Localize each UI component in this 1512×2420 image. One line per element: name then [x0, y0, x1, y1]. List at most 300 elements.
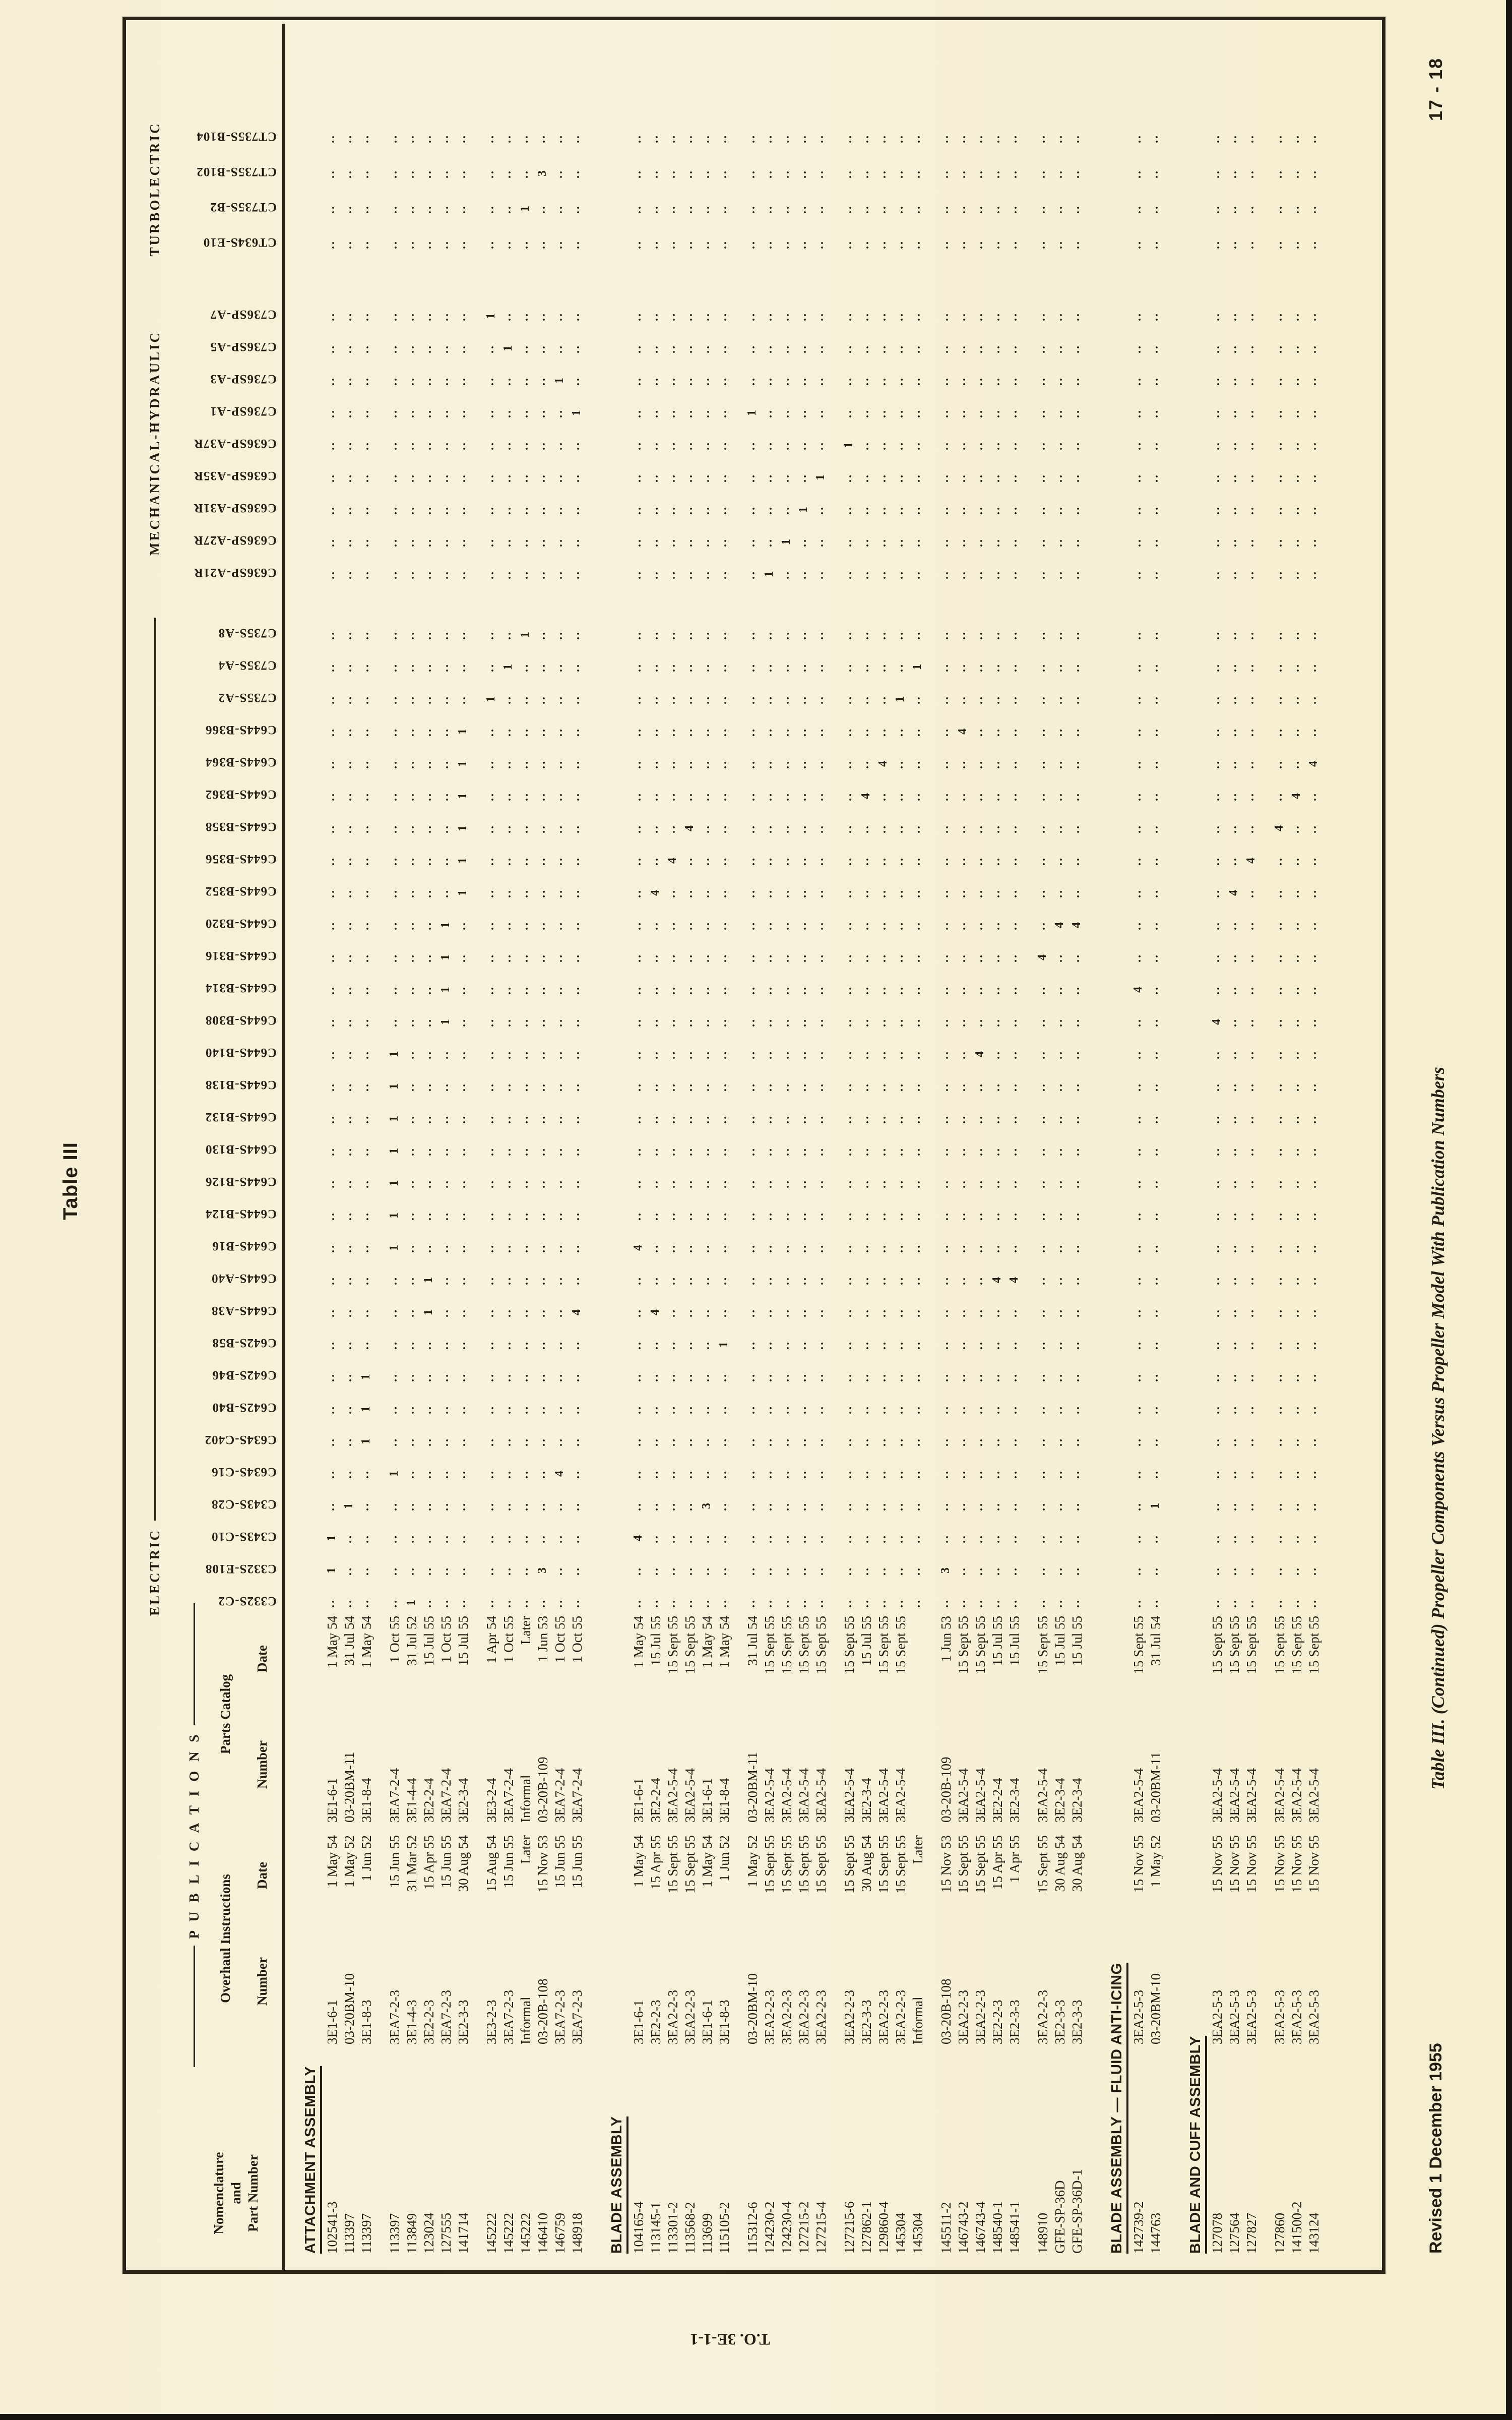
matrix-cell-empty: ..	[500, 1115, 514, 1124]
matrix-cell-empty: ..	[1243, 538, 1256, 547]
matrix-cell-empty: ..	[1035, 538, 1048, 547]
matrix-cell-empty: ..	[972, 134, 985, 143]
matrix-cell-empty: ..	[1209, 506, 1222, 515]
matrix-cell-empty: ..	[1130, 1179, 1144, 1188]
matrix-cell-empty: ..	[1148, 1405, 1161, 1414]
matrix-cell-empty: ..	[1148, 1147, 1161, 1156]
row-part-number: 145304	[893, 2213, 908, 2254]
matrix-cell-empty: ..	[358, 134, 371, 143]
row-overhaul-date: 15 Sept 55	[876, 1835, 891, 1894]
matrix-cell-empty: ..	[1272, 1373, 1285, 1382]
matrix-cell-empty: ..	[779, 1276, 792, 1285]
matrix-cell-empty: ..	[841, 538, 854, 547]
matrix-cell-empty: ..	[358, 169, 371, 178]
table-caption: Table III. (Continued) Propeller Components Versus Propeller Model With Publication Numbers	[1428, 1067, 1448, 1790]
matrix-cell-empty: ..	[1006, 1050, 1020, 1059]
row-overhaul-number: Informal	[518, 1996, 533, 2044]
matrix-cell-empty: ..	[1148, 1179, 1161, 1188]
matrix-cell-empty: ..	[387, 824, 400, 833]
matrix-cell-empty: ..	[716, 134, 729, 143]
row-parts-catalog-number: 03-20BM-11	[342, 1752, 357, 1823]
matrix-cell-empty: ..	[552, 205, 565, 214]
matrix-cell-empty: ..	[762, 1405, 775, 1414]
matrix-cell-empty: ..	[324, 570, 337, 579]
matrix-cell-empty: ..	[1130, 1147, 1144, 1156]
matrix-cell-empty: ..	[744, 631, 758, 640]
row-parts-catalog-date: 15 Sept 55	[1131, 1616, 1146, 1674]
matrix-cell-empty: ..	[1148, 312, 1161, 321]
matrix-cell-empty: ..	[744, 1373, 758, 1382]
row-parts-catalog-date: 1 May 54	[325, 1616, 340, 1668]
matrix-cell-empty: ..	[1209, 921, 1222, 930]
matrix-cell-empty: ..	[875, 1534, 889, 1543]
matrix-cell-empty: ..	[989, 1212, 1002, 1221]
row-overhaul-number: 3EA2-2-3	[779, 1990, 794, 2044]
matrix-cell-empty: ..	[438, 889, 451, 898]
matrix-cell-empty: ..	[535, 441, 548, 450]
matrix-cell-empty: ..	[569, 441, 582, 450]
matrix-cell-empty: ..	[989, 1147, 1002, 1156]
matrix-cell-empty: ..	[535, 1244, 548, 1253]
matrix-cell-empty: ..	[1226, 344, 1239, 353]
row-parts-catalog-number: 3EA2-5-4	[956, 1768, 971, 1823]
matrix-cell-empty: ..	[341, 409, 354, 418]
matrix-cell-empty: ..	[972, 921, 985, 930]
row-overhaul-date: 31 Mar 52	[404, 1835, 419, 1892]
matrix-cell-empty: ..	[1306, 473, 1319, 482]
matrix-cell-empty: ..	[1052, 792, 1065, 801]
matrix-cell-empty: ..	[438, 377, 451, 386]
matrix-cell-empty: ..	[1148, 570, 1161, 579]
matrix-cell-empty: ..	[1289, 953, 1302, 962]
matrix-cell-empty: ..	[1289, 631, 1302, 640]
matrix-cell-empty: ..	[1243, 1276, 1256, 1285]
matrix-cell-empty: ..	[518, 1212, 531, 1221]
matrix-cell-empty: ..	[972, 473, 985, 482]
matrix-cell-empty: ..	[1209, 1502, 1222, 1511]
matrix-cell-empty: ..	[665, 1308, 678, 1317]
model-column-header: C636SP-A37R	[193, 437, 277, 450]
matrix-cell-empty: ..	[796, 1534, 809, 1543]
matrix-cell-empty: ..	[1243, 695, 1256, 704]
matrix-cell-empty: ..	[438, 134, 451, 143]
matrix-cell-empty: ..	[841, 134, 854, 143]
matrix-cell-empty: ..	[500, 824, 514, 833]
matrix-cell-empty: ..	[744, 728, 758, 737]
matrix-cell-empty: ..	[858, 760, 871, 769]
matrix-cell-empty: ..	[518, 986, 531, 995]
matrix-cell-empty: ..	[438, 695, 451, 704]
matrix-cell-value: 1	[456, 857, 469, 864]
matrix-cell-empty: ..	[1226, 1115, 1239, 1124]
matrix-cell-empty: ..	[893, 1179, 906, 1188]
matrix-cell-empty: ..	[1006, 695, 1020, 704]
matrix-cell-empty: ..	[569, 377, 582, 386]
matrix-cell-empty: ..	[404, 1437, 417, 1446]
matrix-cell-empty: ..	[1209, 824, 1222, 833]
model-column-header: C642S-B40	[212, 1401, 277, 1414]
matrix-cell-empty: ..	[841, 663, 854, 672]
row-overhaul-number: 3EA7-2-3	[387, 1990, 402, 2044]
publications-spanner	[186, 1603, 202, 2067]
matrix-cell-empty: ..	[631, 1470, 644, 1479]
matrix-cell-empty: ..	[552, 1244, 565, 1253]
matrix-cell-empty: ..	[762, 1566, 775, 1576]
matrix-cell-value: 1	[894, 695, 907, 702]
matrix-cell-empty: ..	[552, 663, 565, 672]
row-parts-catalog-date: 15 Sept 55	[1306, 1616, 1321, 1674]
matrix-cell-empty: ..	[324, 728, 337, 737]
matrix-cell-empty: ..	[682, 857, 695, 866]
row-overhaul-number: 3EA2-5-3	[1244, 1990, 1259, 2044]
matrix-cell-empty: ..	[1069, 473, 1082, 482]
matrix-cell-empty: ..	[682, 1405, 695, 1414]
matrix-cell-empty: ..	[1306, 921, 1319, 930]
matrix-cell-empty: ..	[358, 205, 371, 214]
matrix-cell-empty: ..	[1243, 1437, 1256, 1446]
matrix-cell-empty: ..	[910, 824, 923, 833]
matrix-cell-empty: ..	[483, 377, 496, 386]
matrix-cell-empty: ..	[972, 631, 985, 640]
matrix-cell-empty: ..	[796, 377, 809, 386]
matrix-cell-empty: ..	[1243, 889, 1256, 898]
matrix-cell-empty: ..	[518, 760, 531, 769]
matrix-cell-empty: ..	[875, 1502, 889, 1511]
matrix-cell-empty: ..	[1209, 792, 1222, 801]
matrix-cell-empty: ..	[796, 473, 809, 482]
matrix-cell-empty: ..	[1226, 441, 1239, 450]
matrix-cell-empty: ..	[1035, 857, 1048, 866]
matrix-cell-empty: ..	[875, 1050, 889, 1059]
matrix-cell-empty: ..	[893, 312, 906, 321]
matrix-cell-empty: ..	[455, 1244, 468, 1253]
row-parts-catalog-number: 3EA2-5-4	[1210, 1768, 1225, 1823]
matrix-cell-empty: ..	[1306, 134, 1319, 143]
row-part-number: 145222	[484, 2213, 499, 2254]
matrix-cell-empty: ..	[875, 921, 889, 930]
matrix-cell-empty: ..	[324, 760, 337, 769]
matrix-cell-empty: ..	[893, 921, 906, 930]
matrix-cell-empty: ..	[875, 695, 889, 704]
matrix-cell-empty: ..	[682, 1534, 695, 1543]
matrix-cell-empty: ..	[1289, 1437, 1302, 1446]
nomenclature-line2: and	[228, 2182, 243, 2204]
matrix-cell-empty: ..	[1148, 663, 1161, 672]
matrix-cell-empty: ..	[1006, 1470, 1020, 1479]
matrix-cell-empty: ..	[955, 1599, 968, 1608]
matrix-cell-value: 1	[456, 824, 469, 831]
matrix-cell-empty: ..	[421, 1018, 434, 1027]
matrix-cell-empty: ..	[569, 344, 582, 353]
matrix-cell-empty: ..	[500, 1018, 514, 1027]
matrix-cell-empty: ..	[455, 506, 468, 515]
matrix-cell-empty: ..	[535, 205, 548, 214]
matrix-cell-empty: ..	[699, 921, 712, 930]
parts-catalog-date-subheader: Date	[255, 1645, 270, 1672]
matrix-cell-empty: ..	[858, 1212, 871, 1221]
row-parts-catalog-number: 3E2-3-4	[1007, 1778, 1022, 1823]
matrix-cell-empty: ..	[1130, 134, 1144, 143]
matrix-cell-empty: ..	[796, 760, 809, 769]
matrix-cell-empty: ..	[893, 953, 906, 962]
row-overhaul-number: 3EA2-5-3	[1210, 1990, 1225, 2044]
matrix-cell-empty: ..	[1006, 1308, 1020, 1317]
publications-rule-right	[194, 1603, 195, 1725]
matrix-cell-empty: ..	[910, 889, 923, 898]
matrix-cell-empty: ..	[682, 1018, 695, 1027]
matrix-cell-value: 4	[1273, 824, 1286, 831]
matrix-cell-empty: ..	[699, 1018, 712, 1027]
matrix-cell-empty: ..	[910, 1373, 923, 1382]
row-overhaul-date: 15 Sept 55	[682, 1835, 698, 1894]
matrix-cell-empty: ..	[744, 1437, 758, 1446]
matrix-cell-empty: ..	[1226, 1244, 1239, 1253]
matrix-cell-empty: ..	[955, 134, 968, 143]
matrix-cell-empty: ..	[404, 1212, 417, 1221]
matrix-cell-empty: ..	[324, 921, 337, 930]
matrix-cell-empty: ..	[813, 377, 826, 386]
matrix-cell-empty: ..	[841, 1212, 854, 1221]
matrix-cell-empty: ..	[1130, 1566, 1144, 1576]
matrix-cell-empty: ..	[1052, 1050, 1065, 1059]
matrix-cell-empty: ..	[665, 663, 678, 672]
matrix-cell-empty: ..	[1226, 1308, 1239, 1317]
matrix-cell-empty: ..	[1306, 631, 1319, 640]
matrix-cell-empty: ..	[1052, 1566, 1065, 1576]
row-overhaul-date: 1 May 54	[700, 1835, 715, 1888]
matrix-cell-empty: ..	[569, 792, 582, 801]
matrix-cell-empty: ..	[813, 1599, 826, 1608]
matrix-cell-empty: ..	[955, 409, 968, 418]
matrix-cell-empty: ..	[813, 506, 826, 515]
matrix-cell-empty: ..	[1306, 1276, 1319, 1285]
matrix-cell-empty: ..	[938, 631, 951, 640]
row-part-number: GFE-SP-36D	[1052, 2180, 1067, 2254]
matrix-cell-empty: ..	[665, 1115, 678, 1124]
matrix-cell-empty: ..	[858, 1115, 871, 1124]
matrix-cell-empty: ..	[404, 409, 417, 418]
matrix-cell-empty: ..	[387, 538, 400, 547]
matrix-cell-empty: ..	[358, 570, 371, 579]
matrix-cell-empty: ..	[631, 1276, 644, 1285]
matrix-cell-empty: ..	[1035, 240, 1048, 249]
section-header: BLADE ASSEMBLY	[609, 2116, 628, 2254]
matrix-cell-empty: ..	[1243, 1373, 1256, 1382]
matrix-cell-empty: ..	[387, 344, 400, 353]
matrix-cell-empty: ..	[972, 857, 985, 866]
matrix-cell-empty: ..	[682, 506, 695, 515]
matrix-cell-empty: ..	[648, 631, 661, 640]
matrix-cell-empty: ..	[744, 857, 758, 866]
matrix-cell-empty: ..	[1052, 538, 1065, 547]
matrix-cell-empty: ..	[762, 377, 775, 386]
matrix-cell-empty: ..	[813, 1373, 826, 1382]
matrix-cell-empty: ..	[972, 824, 985, 833]
matrix-cell-empty: ..	[535, 1082, 548, 1092]
matrix-cell-empty: ..	[438, 1373, 451, 1382]
matrix-cell-empty: ..	[665, 631, 678, 640]
row-part-number: 127564	[1227, 2213, 1242, 2254]
matrix-cell-empty: ..	[1289, 857, 1302, 866]
matrix-cell-empty: ..	[699, 1212, 712, 1221]
matrix-cell-empty: ..	[938, 441, 951, 450]
row-part-number: 127078	[1210, 2213, 1225, 2254]
matrix-cell-empty: ..	[500, 473, 514, 482]
matrix-cell-empty: ..	[1272, 441, 1285, 450]
matrix-cell-empty: ..	[796, 1212, 809, 1221]
matrix-cell-empty: ..	[631, 1018, 644, 1027]
matrix-cell-empty: ..	[1148, 695, 1161, 704]
matrix-cell-empty: ..	[648, 1534, 661, 1543]
row-parts-catalog-number: 3EA2-5-4	[762, 1768, 777, 1823]
matrix-cell-empty: ..	[387, 205, 400, 214]
matrix-cell-empty: ..	[1243, 986, 1256, 995]
matrix-cell-empty: ..	[1069, 1502, 1082, 1511]
matrix-cell-empty: ..	[1130, 1341, 1144, 1350]
matrix-cell-empty: ..	[989, 312, 1002, 321]
matrix-cell-empty: ..	[910, 792, 923, 801]
matrix-cell-empty: ..	[762, 1018, 775, 1027]
matrix-cell-empty: ..	[699, 792, 712, 801]
matrix-cell-empty: ..	[938, 1179, 951, 1188]
matrix-cell-empty: ..	[779, 1115, 792, 1124]
matrix-cell-empty: ..	[1306, 1147, 1319, 1156]
matrix-cell-empty: ..	[631, 1599, 644, 1608]
matrix-cell-empty: ..	[989, 728, 1002, 737]
matrix-cell-empty: ..	[1006, 1147, 1020, 1156]
matrix-cell-empty: ..	[682, 1437, 695, 1446]
matrix-cell-empty: ..	[744, 889, 758, 898]
matrix-cell-empty: ..	[455, 538, 468, 547]
matrix-cell-empty: ..	[989, 631, 1002, 640]
matrix-cell-empty: ..	[483, 441, 496, 450]
matrix-cell-empty: ..	[500, 169, 514, 178]
matrix-cell-empty: ..	[858, 1470, 871, 1479]
matrix-cell-empty: ..	[665, 1276, 678, 1285]
matrix-cell-empty: ..	[813, 344, 826, 353]
matrix-cell-empty: ..	[404, 760, 417, 769]
matrix-cell-empty: ..	[1289, 570, 1302, 579]
matrix-cell-empty: ..	[404, 1566, 417, 1576]
matrix-cell-empty: ..	[1226, 409, 1239, 418]
matrix-cell-empty: ..	[421, 312, 434, 321]
matrix-cell-empty: ..	[569, 1470, 582, 1479]
matrix-cell-empty: ..	[1272, 1599, 1285, 1608]
matrix-cell-empty: ..	[841, 1534, 854, 1543]
row-part-number: 148540-1	[990, 2201, 1005, 2254]
matrix-cell-empty: ..	[483, 824, 496, 833]
matrix-cell-empty: ..	[1006, 570, 1020, 579]
matrix-cell-empty: ..	[1035, 1470, 1048, 1479]
matrix-cell-empty: ..	[1052, 169, 1065, 178]
matrix-cell-empty: ..	[1035, 1276, 1048, 1285]
matrix-cell-empty: ..	[955, 1179, 968, 1188]
matrix-cell-empty: ..	[744, 921, 758, 930]
matrix-cell-empty: ..	[535, 312, 548, 321]
matrix-cell-empty: ..	[665, 1244, 678, 1253]
matrix-cell-empty: ..	[665, 240, 678, 249]
matrix-cell-value: 1	[842, 441, 855, 448]
matrix-cell-empty: ..	[858, 857, 871, 866]
matrix-cell-value: 4	[1007, 1276, 1021, 1283]
matrix-cell-empty: ..	[1306, 824, 1319, 833]
matrix-cell-empty: ..	[972, 663, 985, 672]
matrix-cell-empty: ..	[648, 134, 661, 143]
matrix-cell-empty: ..	[938, 312, 951, 321]
matrix-cell-empty: ..	[1069, 1276, 1082, 1285]
matrix-cell-empty: ..	[762, 344, 775, 353]
matrix-cell-value: 4	[1227, 889, 1240, 896]
row-parts-catalog-date: 15 Sept 55	[1244, 1616, 1259, 1674]
matrix-cell-empty: ..	[716, 1244, 729, 1253]
matrix-cell-empty: ..	[404, 1341, 417, 1350]
matrix-cell-empty: ..	[1069, 1405, 1082, 1414]
matrix-cell-empty: ..	[682, 134, 695, 143]
matrix-cell-empty: ..	[841, 889, 854, 898]
matrix-cell-empty: ..	[535, 1018, 548, 1027]
matrix-cell-empty: ..	[779, 1534, 792, 1543]
matrix-cell-empty: ..	[841, 792, 854, 801]
matrix-cell-empty: ..	[1006, 1534, 1020, 1543]
matrix-cell-empty: ..	[699, 986, 712, 995]
matrix-cell-empty: ..	[404, 728, 417, 737]
matrix-cell-empty: ..	[569, 1050, 582, 1059]
matrix-cell-empty: ..	[1209, 344, 1222, 353]
matrix-cell-empty: ..	[483, 506, 496, 515]
group-label-text: ELECTRIC	[147, 1528, 162, 1616]
matrix-cell-empty: ..	[665, 134, 678, 143]
matrix-cell-empty: ..	[438, 1082, 451, 1092]
matrix-cell-empty: ..	[989, 1534, 1002, 1543]
matrix-cell-empty: ..	[500, 1082, 514, 1092]
matrix-cell-empty: ..	[1289, 1179, 1302, 1188]
matrix-cell-empty: ..	[779, 409, 792, 418]
matrix-cell-empty: ..	[438, 760, 451, 769]
matrix-cell-empty: ..	[1148, 409, 1161, 418]
matrix-cell-empty: ..	[1130, 377, 1144, 386]
matrix-cell-empty: ..	[699, 377, 712, 386]
matrix-cell-empty: ..	[1272, 538, 1285, 547]
matrix-cell-empty: ..	[955, 1566, 968, 1576]
matrix-cell-empty: ..	[665, 760, 678, 769]
matrix-cell-empty: ..	[1289, 1470, 1302, 1479]
matrix-cell-empty: ..	[875, 986, 889, 995]
model-column-header: C644S-B362	[205, 788, 277, 801]
matrix-cell-empty: ..	[438, 792, 451, 801]
matrix-cell-empty: ..	[1069, 1082, 1082, 1092]
matrix-cell-empty: ..	[893, 728, 906, 737]
matrix-cell-empty: ..	[631, 631, 644, 640]
row-overhaul-date: 15 Sept 55	[813, 1835, 829, 1894]
matrix-cell-empty: ..	[569, 695, 582, 704]
matrix-cell-empty: ..	[665, 344, 678, 353]
matrix-cell-empty: ..	[404, 169, 417, 178]
matrix-cell-empty: ..	[552, 1147, 565, 1156]
matrix-cell-empty: ..	[1130, 760, 1144, 769]
matrix-cell-empty: ..	[1226, 1502, 1239, 1511]
matrix-cell-empty: ..	[744, 1308, 758, 1317]
matrix-cell-empty: ..	[324, 506, 337, 515]
model-column-header: C736SP-A5	[210, 340, 277, 353]
matrix-cell-empty: ..	[796, 1244, 809, 1253]
matrix-cell-empty: ..	[699, 473, 712, 482]
matrix-cell-empty: ..	[744, 1470, 758, 1479]
matrix-cell-empty: ..	[1006, 728, 1020, 737]
matrix-cell-empty: ..	[455, 409, 468, 418]
matrix-cell-empty: ..	[893, 473, 906, 482]
matrix-cell-empty: ..	[875, 1212, 889, 1221]
matrix-cell-empty: ..	[483, 986, 496, 995]
